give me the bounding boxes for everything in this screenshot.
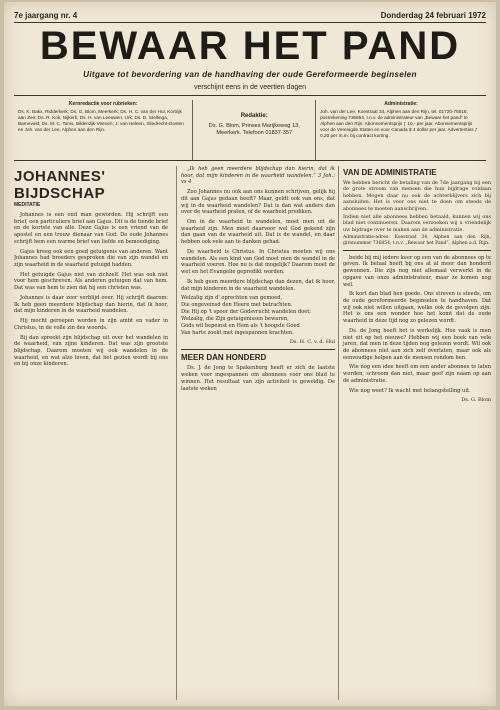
paragraph: Zoo Johannes nu ook aan ons kunnen schrijven, gelijk hij dit aan Gajus gedaan heeft? Maar, geldt ook van ons, dat wij in de waarheid wandelen? Dat is dan wat anders dan over de waarheid praten, of de waarheid prediken. <box>181 189 335 216</box>
article-title: JOHANNES' BIJDSCHAP <box>14 168 106 202</box>
verse-line: Welzalig zijn d' oprechten van gemoed, <box>181 295 283 302</box>
masthead-tagline: verschijnt eens in de veertien dagen <box>14 84 486 96</box>
paragraph: Ds. de Jong heeft het is werkelijk. Hoe vaak is men niet uit op het nieuwe? Hebben wij een boek van vele jaren, dat men in deze tijden nog gelezen wordt. Wil ook de abonnees niet aan zich zelf overlaten, maar ook als eenvoudige helpen aan de mensen rondom hen. <box>343 327 491 361</box>
paragraph: Wie nog een idee heeft om een ander abonnee te laten worden, schroom dan niet, maar geef zijn naam op aan de administratie. <box>343 364 491 384</box>
verse-line: Die ongeveinsd den Heere met betrachten. <box>181 302 293 309</box>
meer-dan-honderd-continued <box>343 255 491 395</box>
verse-line: Die Hij op 't spoor der Godsvrucht wandelen doet; <box>181 308 312 315</box>
column-right <box>338 166 491 700</box>
paragraph: Ik kort dan blad hen goede. Ons streven is steeds, om de oude gereformeerde beginselen te handhaven. Dat wij ook niet willen uitgaan, welke ook de gevolgen zijn. Het is ons een wonder hoe het komt dat de oude waarheid in deze tijd nog zo gelezen wordt. <box>343 291 491 325</box>
paragraph: We hebben bericht de betaling van de 7de jaargang bij een de grote stroom van mensen die hun bijdrage voldaan hebben. Mogen daar nu ook de achterblijvers zich bij aansluiten. Het is voor ons niet te doen om steeds de abonnees te moeten aanschrijven. <box>343 180 491 212</box>
administration-notice <box>343 180 491 251</box>
editor-contact <box>193 100 316 160</box>
page-content <box>14 166 491 700</box>
meer-dan-honderd-title: MEER DAN HONDERD <box>181 349 335 362</box>
bible-quote: „Ik heb geen meerdere blijdschap dan hierin, dat ik hoor, dat mijn kinderen in de waarheid wandelen.” 3 Joh.: vs 4 <box>181 166 335 186</box>
article-signature: Ds. H. C. v. d. Hul <box>289 339 335 346</box>
paragraph: Hij mocht geroepen worden in zijn ambt en vader in Christus, in de volle zin des woords. <box>14 318 168 331</box>
administration-text: Joh. van der Lee, Koestraat 34, Alphen aan den Rijn, tel. 01720-75516, postrekening 736854, t.n.v. de administrateur van „Bewaar het pand” te Alphen aan den Rijn. Abonnementsprijs ƒ 10,- per jaar. Abonnementsprijs voor de Verenigde Staten en voor Canada $ 4 dollar per jaar. Advertenties ƒ 0,20 per m.m. bij contract korting. <box>320 109 478 139</box>
paragraph: Wie nog weet? Ik wacht met belangstelling uit. <box>349 387 471 394</box>
masthead-title: BEWAAR HET PAND <box>39 24 461 68</box>
meer-dan-honderd-text <box>181 365 335 392</box>
masthead-subtitle: Uitgave tot bevordering van de handhaving der oude Gereformeerde beginselen <box>83 70 417 79</box>
paragraph: beide bij mij iedere keer op een van de abonnees op te geven. Ik betaal heeft bij ons at al meer dan honderd gewonnen. Die zijn nog niet allemaal verwerkt in de opgave van onze administrateur, maar ze komen nog wel. <box>343 254 491 288</box>
paragraph: Bij dan spreekt zijn blijdschap uit over het wandelen in de waarheid, van zijne kinderen. Dat was zijn grootste blijdschap. Daarom moeten wij ook wandelen in de waarheid, en wat alzo leven, dat het gezien wordt bij ons en bij onze kinderen. <box>14 334 168 368</box>
verse-line: Van harte zoekt met ingespannen krachten. <box>181 329 294 336</box>
closing-signature: Ds. G. Blom <box>461 397 491 404</box>
info-bar <box>14 100 486 161</box>
editor-address: Ds. G. Blom, Prinses Marijkeweg 13, <box>208 122 300 129</box>
administration-title: VAN DE ADMINISTRATIE <box>343 168 437 177</box>
verse-line: Gods wil bepeinst en Hem als 't hoogste Goed <box>181 322 300 329</box>
paragraph: Johannes is een oud man geworden. Hij schrijft een brief, een particuliere brief aan Gajus. Dit is de tiende brief en de kortste van alle. Deze Gajus is een vriend van de apostel en een trouw dienaar van God. De oude Johannes schrijft hem een warme brief van liefde en bemoediging. <box>14 212 168 245</box>
paragraph: Administratie-adres: Koestraat 34, Alphen aan den Rijn, gironummer 736854, t.n.v. „Bewaar het Pand”, Alphen a.d. Rijn. <box>343 235 491 246</box>
editor-phone: Meerkerk. Telefoon 01837-357 <box>216 129 293 136</box>
volume-number: 7e jaargang nr. 4 <box>14 10 78 20</box>
paragraph: Ds. J. de Jong te Spakenburg heeft er zich de laatste weken voor ingespannen om abonnees voor ons blad te winnen. Het resultaat van zijn activiteit is geweldig. De laatste weken <box>181 365 335 392</box>
paragraph: Ik heb geen meerdere blijdschap dan dezen, dat ik hoor, dat mijn kinderen in de waarheid wandelen. <box>181 278 335 292</box>
section-label: MEDITATIE <box>14 202 41 208</box>
article-body-left <box>14 212 168 368</box>
editorial-board <box>14 100 193 160</box>
administration-info <box>316 100 486 160</box>
editor-heading: Redaktie: <box>240 113 268 119</box>
verse-line: Welzalig, die Zijn getuigenissen bewaren, <box>181 315 289 322</box>
paragraph: Gajus kreeg ook een goed getuigenis van anderen. Want Johannes had broeders gesproken die van zijn wandel en zijn waarheid in de waarheid getuigd hadden. <box>14 248 168 269</box>
editorial-board-heading: Kernredactie voor rubrieken: <box>68 101 138 107</box>
column-middle <box>176 166 335 700</box>
paragraph: Om in de waarheid te wandelen, moet men uit de waarheid zijn. Men moet daarvoor wel God gekend zijn dan gaan van de waarheid uit. Dat is de wandel, en daar hebben ook vele aan te danken gehad. <box>181 219 335 246</box>
paragraph: De waarheid is Christus. In Christus moeten wij ons wandelen. Als een kind van God moet men de wandel in de waarheid voeren. Hoe nu is dat mogelijk? Daarom moet de wet en het Evangelie gepredikt worden. <box>181 248 335 276</box>
top-line <box>14 8 486 23</box>
column-left <box>14 166 168 700</box>
issue-date: Donderdag 24 februari 1972 <box>380 10 486 20</box>
article-body-middle <box>181 166 335 292</box>
editorial-board-text: Ds. K. Bakx, Ridderkerk; Ds. G. Blom, Meerkerk; Ds. H. C. van der Hul, Kortrijk aan Zee; Ds. R. Kok, Nijkerk; Ds. H. van Leeuwen, Urk; Ds. D. Stellinga, Barneveld; Ds. M. C. Tanis, Bilderdijk-Veenen; J. van Heleen, Sliedrecht-Oosten en Joh. van der Lee, Alphen aan den Rijn. <box>18 109 184 133</box>
paragraph: Indien niet alle abonnees hebben betaald, kunnen wij ons blad niet continueren. Daarom verzoeken wij u vriendelijk uw bijdrage over te maken aan de administratie. <box>343 213 491 233</box>
paragraph: Johannes is daar zeer verblijd over. Hij schrijft daarom: Ik heb geen meerdere blijdschap dan hierin, dat ik hoor, dat mijn kinderen in de waarheid wandelen. <box>14 294 168 315</box>
psalm-verse <box>181 295 335 336</box>
paragraph: Het getuigde Gajus niet van zichzelf. Het was ook niet voor hem geschreven. Als anderen getuigen dat van hem. Dat was van hem te zien dat hij een christen was. <box>14 271 168 292</box>
newspaper-page <box>4 2 496 706</box>
administration-heading: Administratie: <box>384 101 418 107</box>
